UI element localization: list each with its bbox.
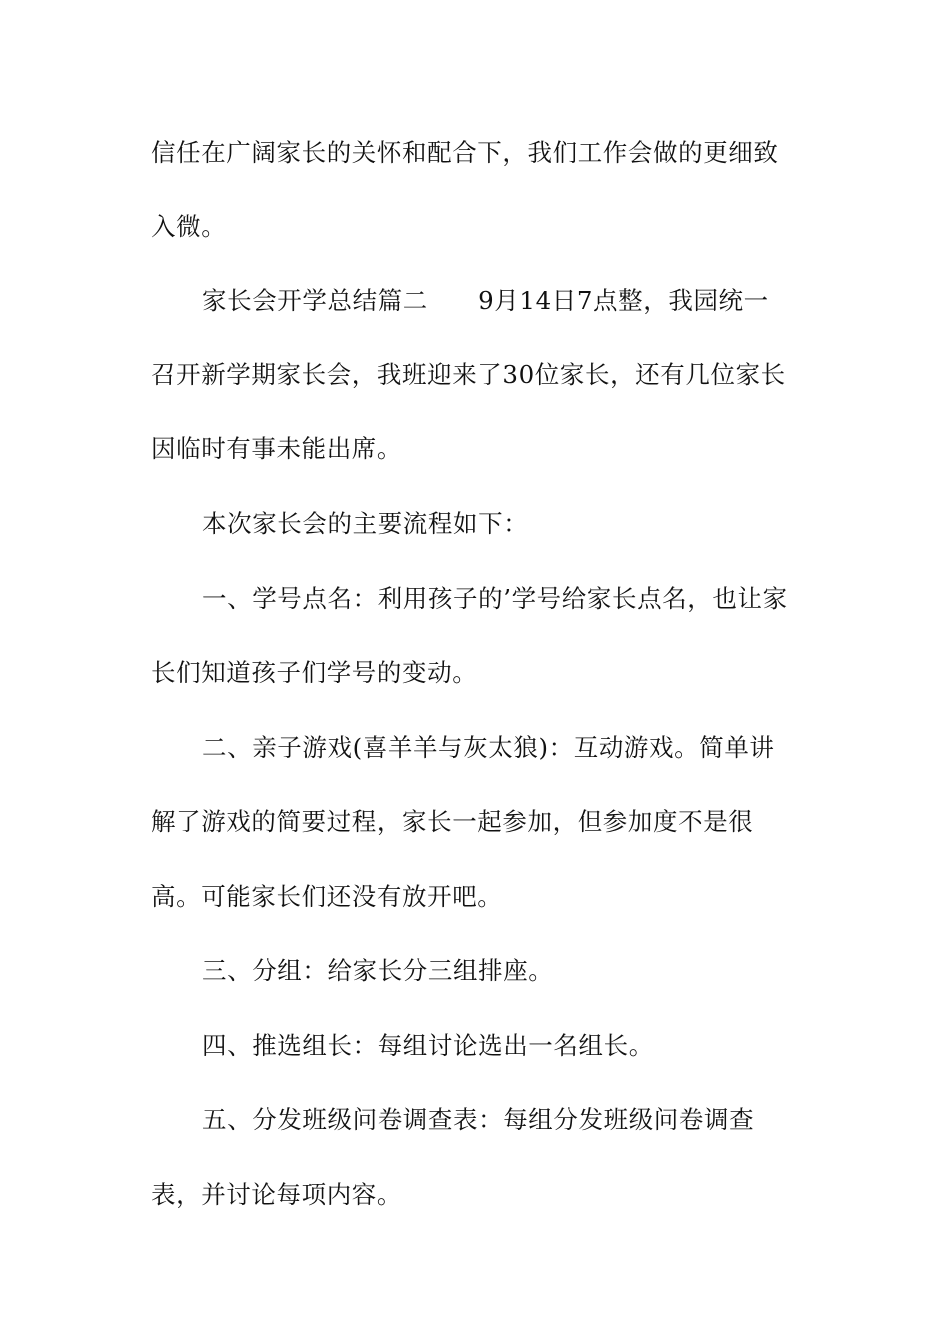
section-heading-line: 家长会开学总结篇二 9月14日7点整，我园统一 xyxy=(202,286,769,315)
list-item-line: 三、分组：给家长分三组排座。 xyxy=(202,956,554,985)
body-text-line: 因临时有事未能出席。 xyxy=(151,434,402,463)
list-item-line: 高。可能家长们还没有放开吧。 xyxy=(151,882,503,911)
list-item-line: 一、学号点名：利用孩子的’学号给家长点名，也让家 xyxy=(202,584,788,613)
list-item-line: 表，并讨论每项内容。 xyxy=(151,1180,402,1209)
list-item-line: 五、分发班级问卷调查表：每组分发班级问卷调查 xyxy=(202,1105,755,1134)
list-item-line: 解了游戏的简要过程，家长一起参加，但参加度不是很 xyxy=(151,807,754,836)
list-item-line: 长们知道孩子们学号的变动。 xyxy=(151,658,478,687)
body-text-line: 召开新学期家长会，我班迎来了30位家长，还有几位家长 xyxy=(151,360,786,389)
body-text-line: 本次家长会的主要流程如下： xyxy=(202,509,529,538)
list-item-line: 二、亲子游戏(喜羊羊与灰太狼)：互动游戏。简单讲 xyxy=(202,733,775,762)
body-text-line: 信任在广阔家长的关怀和配合下，我们工作会做的更细致 xyxy=(151,138,779,167)
list-item-line: 四、推选组长：每组讨论选出一名组长。 xyxy=(202,1031,654,1060)
body-text-line: 入微。 xyxy=(151,212,227,241)
